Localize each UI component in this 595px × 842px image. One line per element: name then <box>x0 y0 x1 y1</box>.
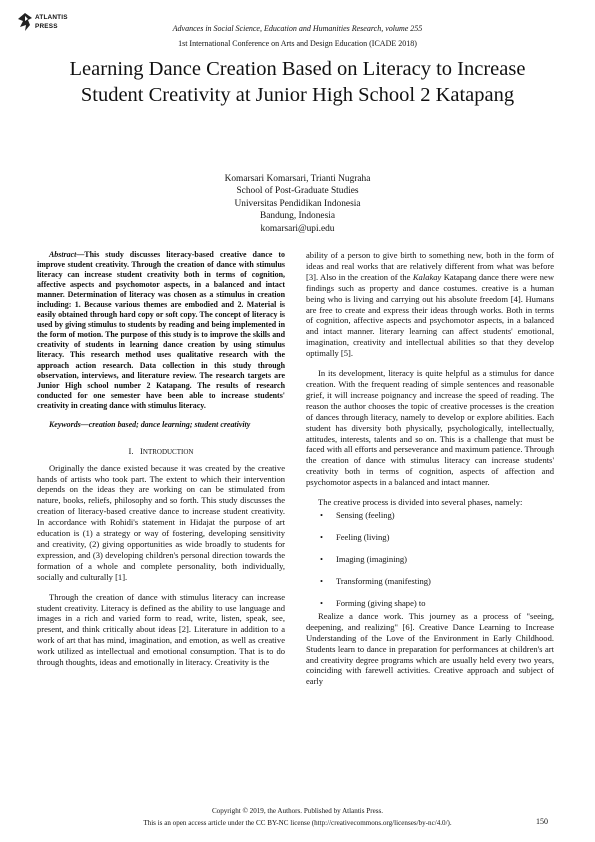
bullet-icon: • <box>320 553 323 564</box>
phase-label: Transforming (manifesting) <box>336 575 431 586</box>
abstract-label: Abstract <box>49 250 77 259</box>
bullet-icon: • <box>320 531 323 542</box>
section-title-rest: NTRODUCTION <box>142 447 194 456</box>
right-paragraph-3: The creative process is divided into several phases, namely: <box>318 497 523 508</box>
author-email: komarsari@upi.edu <box>260 223 335 234</box>
abstract <box>37 250 285 411</box>
page-number: 150 <box>536 817 548 826</box>
list-item <box>306 598 554 611</box>
author-affiliation-school: School of Post-Graduate Studies <box>236 186 359 197</box>
abstract-text: —This study discusses literacy-based creative dance to improve student creativity. Through the creation of dance with stimulus literacy can increase student creativity both in terms of cognition, affective aspects and psychomotor aspects, in a balanced and intact manner. Determination of literacy was chosen as a stimulus in creation including: 1. Because various themes are embodied and 2. Material is easily obtained through hard copy or soft copy. The concept of literacy is used by giving stimulus to students by reading and being implemented in the form of motion. The purpose of this study is to improve the skills and creativity of students in learning dance creation by using stimulus literacy. This research method uses qualitative research with the approach action research. Data collection in this study through observation, interviews, and literature review. The research targets are Junior High school number 2 Katapang. The results of research conducted for one semester have been able to increase students' creativity in creating dance with stimulus literacy. <box>37 250 285 410</box>
list-item <box>306 576 554 598</box>
author-names: Komarsari Komarsari, Trianti Nugraha <box>224 174 371 184</box>
phase-label: Feeling (living) <box>336 531 390 542</box>
right-paragraph-1-end: Katapang dance there were new findings such as property and dance costumes. creative is a human being who is living and carrying out his absolute freedom [4]. Humans are free to create and express their ideas through works. Both in terms of cognition, affective aspects and psychomotor aspects, in a balanced and intact manner. literary learning can affect students' emotional, imagination, creativity and intellectual abilities so that they develop optimally [5]. <box>306 271 554 359</box>
intro-paragraph-1: Originally the dance existed because it was created by the creative hands of artists who took part. The extent to which their intervention depends on the ideas they are working on can be stimulated from nature, books, reliefs, philosophy and so forth. This study discusses the creation of literacy-based creative dance to increase student creativity. In accordance with Rohidi's statement in Hidajat the purpose of art education is (1) a strategy or way of fostering, developing sensitivity and creativity, (2) giving opportunities as wide broadly to students for expression, and (3) developing children's personal direction towards the formation of a whole and complete personality, both individually, socially and culturally [1]. <box>37 462 285 582</box>
paper-title: Learning Dance Creation Based on Literacy to Increase Student Creativity at Junior High School 2 Katapang <box>69 58 526 106</box>
footer-license: This is an open access article under the CC BY-NC license (http://creativecommons.org/licenses/by-nc/4.0/). <box>143 819 452 827</box>
footer-copyright: Copyright © 2019, the Authors. Published by Atlantis Press. <box>211 807 384 815</box>
right-paragraph-1 <box>306 250 554 359</box>
author-location: Bandung, Indonesia <box>260 211 335 222</box>
left-column <box>37 250 285 668</box>
section-number: I. <box>128 445 134 456</box>
bullet-icon: • <box>320 575 323 586</box>
section-first-letter: I <box>140 445 143 456</box>
author-affiliation-university: Universitas Pendidikan Indonesia <box>234 198 361 209</box>
section-heading-introduction <box>37 446 285 458</box>
dance-name-italic: Kalakay <box>412 271 442 282</box>
list-item <box>306 554 554 576</box>
running-header-conference: 1st International Conference on Arts and Design Education (ICADE 2018) <box>178 39 417 48</box>
right-paragraph-4: Realize a dance work. This journey as a process of "seeing, deepening, and realizing" [6]. Creative Dance Learning to Increase Understanding of the Love of the Environment in Early Childhood. Students learn to dance in preparation for performances at children's art and creativity degree programs which are usually held every two years, coinciding with farewell activities. Creative approach and subject of early <box>306 610 554 687</box>
phase-label: Sensing (feeling) <box>336 509 395 520</box>
logo-line2: PRESS <box>35 23 58 30</box>
logo-line1: ATLANTIS <box>35 14 68 21</box>
bullet-icon: • <box>320 509 323 520</box>
keywords: Keywords—creation based; dance learning; student creativity <box>49 419 251 429</box>
author-block <box>0 173 595 235</box>
running-header-series: Advances in Social Science, Education and Humanities Research, volume 255 <box>172 24 423 33</box>
right-paragraph-1-start: ability of a person to give birth to something new, both in the form of ideas and real works that are relatively different from what was before [3]. Also in the creation of the <box>306 250 554 282</box>
right-column <box>306 250 554 687</box>
phase-label: Forming (giving shape) to <box>336 597 426 608</box>
phase-label: Imaging (imagining) <box>336 553 407 564</box>
list-item <box>306 532 554 554</box>
bullet-icon: • <box>320 597 323 608</box>
intro-paragraph-2: Through the creation of dance with stimulus literacy can increase student creativity. Literacy is defined as the ability to use language and images in a rich and varied form to read, write, listen, speak, see, present, and think critically about ideas [2]. Literature in addition to a work of art that has mind, imagination, and emotion, as well as creative work utilized as intellectual and emotional consumption. That is to do through thoughts, ideas and emotionally in literacy. Creativity is the <box>37 591 285 668</box>
right-paragraph-2: In its development, literacy is quite helpful as a stimulus for dance creation. With the frequent reading of simple sentences and reasonable grief, it will increase poignancy and increase the speed of reading. The reason the author chooses the topic of creative processes is the creation of dances through literacy, namely to develop or explore abilities. Each student has diversity both physically, psychologically, intellectually, attitudes, interests, talents and so on. This is a challenge that must be faced with all efforts and perseverance and maximum patience. Through the creation of dance with stimulus literacy can increase students' creativity both in terms of cognition, aspects of affection and psychomotor aspects in a balanced and intact manner. <box>306 368 554 488</box>
list-item <box>306 510 554 532</box>
phase-list <box>306 510 554 611</box>
